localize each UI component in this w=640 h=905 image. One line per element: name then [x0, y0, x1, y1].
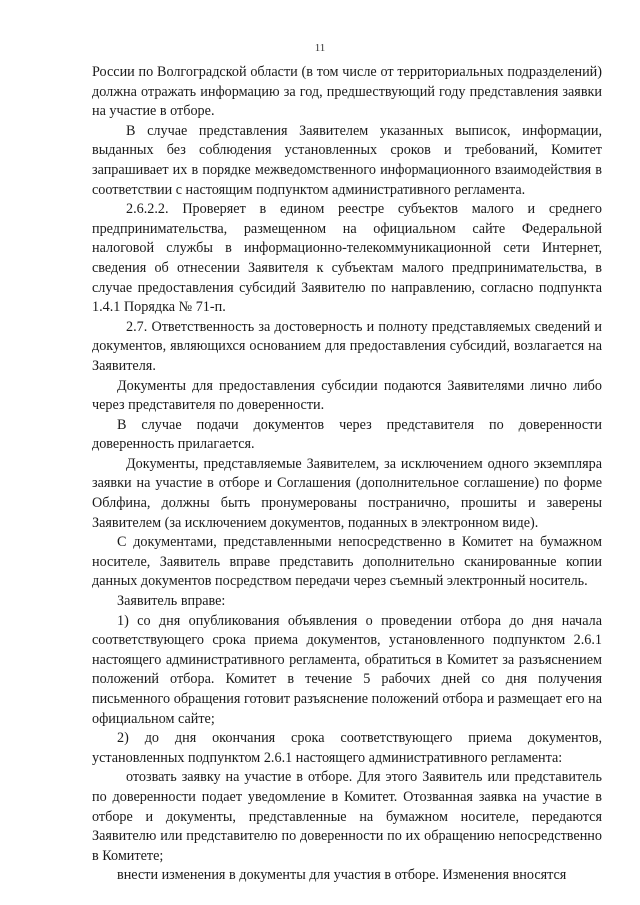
paragraph-8: С документами, представленными непосредственно в Комитет на бумажном носителе, Заявитель вправе представить дополнительно сканированные копии данных документов посредством передачи через съемный электронный носитель. [92, 534, 602, 590]
paragraph-5: Документы для предоставления субсидии подаются Заявителями лично либо через представителя по доверенности. [92, 377, 602, 414]
paragraph-2: В случае представления Заявителем указанных выписок, информации, выданных без соблюдения установленных сроков и требований, Комитет запрашивает их в порядке межведомственного информационного взаимодействия в соответствии с настоящим подпунктом административного регламента. [92, 122, 602, 198]
paragraph-3: 2.6.2.2. Проверяет в едином реестре субъектов малого и среднего предпринимательства, размещенном на официальном сайте Федеральной налоговой службы в информационно-телекоммуникационной сети Интернет, сведения об отнесении Заявителя к субъектам малого предпринимательства, в случае предоставления субсидий Заявителю по направлению, согласно подпункта 1.4.1 Порядка № 71-п. [92, 201, 602, 316]
paragraph-12: отозвать заявку на участие в отборе. Для этого Заявитель или представитель по доверенности подает уведомление в Комитет. Отозванная заявка на участие в отборе и документы, представленные на бумажном носителе, передаются Заявителю или представителю по доверенности по их обращению непосредственно в Комитете; [92, 769, 602, 864]
paragraph-4: 2.7. Ответственность за достоверность и полноту представляемых сведений и документов, являющихся основанием для предоставления субсидий, возлагается на Заявителя. [92, 318, 602, 374]
paragraph-1: России по Волгоградской области (в том числе от территориальных подразделений) должна отражать информацию за год, предшествующий году представления заявки на участие в отборе. [92, 64, 602, 120]
paragraph-13: внести изменения в документы для участия в отборе. Изменения вносятся [117, 867, 567, 884]
paragraph-7: Документы, представляемые Заявителем, за исключением одного экземпляра заявки на участие в отборе и Соглашения (дополнительное соглашение) по форме Облфина, должны быть пронумерованы постранично, прошиты и заверены Заявителем (за исключением документов, поданных в электронном виде). [92, 455, 602, 531]
document-body [92, 63, 602, 886]
paragraph-11: 2) до дня окончания срока соответствующего приема документов, установленных подпунктом 2.6.1 настоящего административного регламента: [92, 730, 602, 766]
paragraph-9: Заявитель вправе: [117, 593, 226, 610]
page-number: 11 [314, 42, 326, 54]
paragraph-10: 1) со дня опубликования объявления о проведении отбора до дня начала соответствующего срока приема документов, установленного подпунктом 2.6.1 настоящего административного регламента, обратиться в Комитет за разъяснением положений отбора. Комитет в течение 5 рабочих дней со дня получения письменного обращения готовит разъяснение положений отбора и размещает его на официальном сайте; [92, 612, 602, 727]
paragraph-6: В случае подачи документов через представителя по доверенности доверенность прилагается. [92, 416, 602, 453]
